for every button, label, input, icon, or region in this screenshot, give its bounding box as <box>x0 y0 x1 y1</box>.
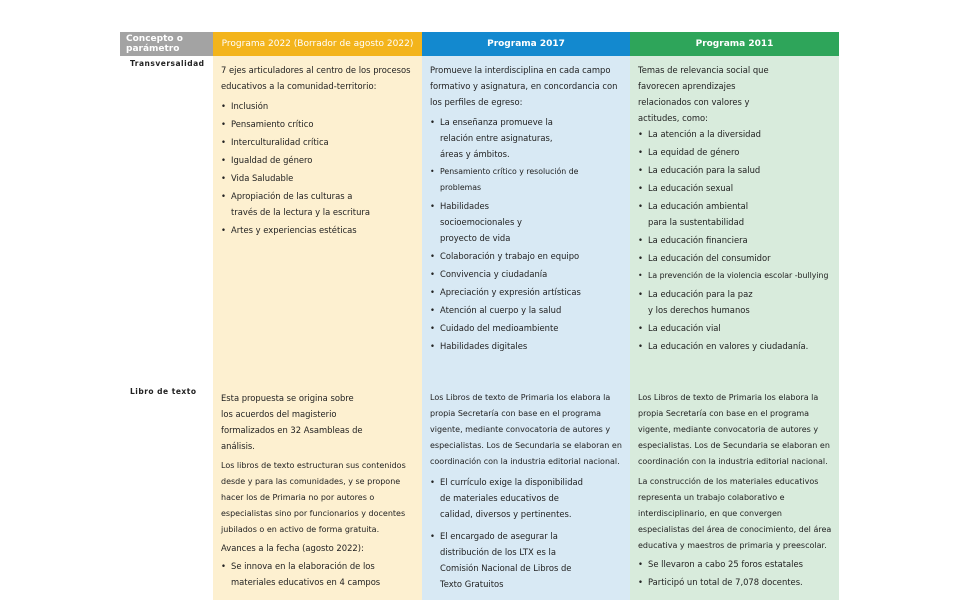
transversalidad-2011-cell <box>630 56 839 384</box>
header-concept: Concepto o parámetro <box>120 32 213 56</box>
libro-2022-cell <box>213 384 422 600</box>
header-program-2022: Programa 2022 (Borrador de agosto 2022) <box>213 32 422 56</box>
list-item: • La educación para la paz y los derechos humanos <box>638 286 833 318</box>
transversalidad-2022-intro: 7 ejes articuladores al centro de los procesos educativos a la comunidad-territorio: <box>221 65 411 91</box>
transversalidad-2022-cell <box>213 56 422 384</box>
list-item: • Participó un total de 7,078 docentes. <box>638 574 833 590</box>
libro-2022-para2: Los libros de texto estructuran sus contenidos desde y para las comunidades, y se propone hacer los de Primaria no por autores o especialistas sino por funcionarios y docentes jubilados o en activo de forma gratuita. <box>221 461 406 534</box>
libro-2022-list <box>221 558 414 590</box>
transversalidad-2017-intro: Promueve la interdisciplina en cada campo formativo y asignatura, en concordancia con los perfiles de egreso: <box>430 65 618 107</box>
comparison-table <box>120 32 839 600</box>
libro-2017-list <box>430 474 622 592</box>
row-label-libro-de-texto: Libro de texto <box>120 384 213 600</box>
transversalidad-2011-intro: Temas de relevancia social que favorecen aprendizajes relacionados con valores y actitudes, como: <box>638 65 769 123</box>
list-item: • Apreciación y expresión artísticas <box>430 284 622 300</box>
libro-2011-para1: Los Libros de texto de Primaria los elabora la propia Secretaría con base en el programa vigente, mediante convocatoria de autores y especialistas. Los de Secundaria se elaboran en coordinación con la industria editorial nacional. <box>638 393 830 466</box>
list-item: • La equidad de género <box>638 144 833 160</box>
list-item: • Atención al cuerpo y la salud <box>430 302 622 318</box>
list-item: • Inclusión <box>221 98 414 114</box>
list-item: • Cuidado del medioambiente <box>430 320 622 336</box>
list-item: • La educación financiera <box>638 232 833 248</box>
list-item: • Igualdad de género <box>221 152 414 168</box>
list-item: • Pensamiento crítico <box>221 116 414 132</box>
transversalidad-2017-cell <box>422 56 630 384</box>
libro-2011-para2: La construcción de los materiales educativos representa un trabajo colaborativo e interdisciplinario, en que convergen especialistas del área de conocimiento, del área educativa y maestros de primaria y preescolar. <box>638 477 832 550</box>
transversalidad-2011-list <box>638 126 833 354</box>
libro-2022-para1: Esta propuesta se origina sobre los acuerdos del magisterio formalizados en 32 Asambleas de análisis. <box>221 393 363 451</box>
list-item: • El currículo exige la disponibilidad de materiales educativos de calidad, diversos y pertinentes. <box>430 474 622 522</box>
libro-2011-list <box>638 556 833 590</box>
header-program-2011: Programa 2011 <box>630 32 839 56</box>
list-item: • Colaboración y trabajo en equipo <box>430 248 622 264</box>
list-item: • Convivencia y ciudadanía <box>430 266 622 282</box>
list-item: • Habilidades socioemocionales y proyecto de vida <box>430 198 622 246</box>
libro-2011-cell <box>630 384 839 600</box>
list-item: • Se llevaron a cabo 25 foros estatales <box>638 556 833 572</box>
list-item: • Pensamiento crítico y resolución de problemas <box>430 164 622 196</box>
list-item: • La prevención de la violencia escolar -bullying <box>638 268 833 284</box>
list-item: • La educación ambiental para la sustentabilidad <box>638 198 833 230</box>
header-program-2017: Programa 2017 <box>422 32 630 56</box>
list-item: • La educación en valores y ciudadanía. <box>638 338 833 354</box>
list-item: • Vida Saludable <box>221 170 414 186</box>
list-item: • La atención a la diversidad <box>638 126 833 142</box>
row-label-transversalidad: Transversalidad <box>120 56 213 384</box>
list-item: • Habilidades digitales <box>430 338 622 354</box>
list-item: • El encargado de asegurar la distribución de los LTX es la Comisión Nacional de Libros de Texto Gratuitos <box>430 528 622 592</box>
libro-2022-para3: Avances a la fecha (agosto 2022): <box>221 543 364 553</box>
list-item: • La enseñanza promueve la relación entre asignaturas, áreas y ámbitos. <box>430 114 622 162</box>
transversalidad-2022-list <box>221 98 414 238</box>
transversalidad-2017-list <box>430 114 622 354</box>
list-item: • Se innova en la elaboración de los materiales educativos en 4 campos <box>221 558 414 590</box>
list-item: • Artes y experiencias estéticas <box>221 222 414 238</box>
list-item: • La educación del consumidor <box>638 250 833 266</box>
list-item: • La educación sexual <box>638 180 833 196</box>
list-item: • Interculturalidad crítica <box>221 134 414 150</box>
list-item: • La educación vial <box>638 320 833 336</box>
libro-2017-cell <box>422 384 630 600</box>
list-item: • La educación para la salud <box>638 162 833 178</box>
list-item: • Apropiación de las culturas a través de la lectura y la escritura <box>221 188 414 220</box>
libro-2017-para1: Los Libros de texto de Primaria los elabora la propia Secretaría con base en el programa vigente, mediante convocatoria de autores y especialistas. Los de Secundaria se elaboran en coordinación con la industria editorial nacional. <box>430 393 622 466</box>
